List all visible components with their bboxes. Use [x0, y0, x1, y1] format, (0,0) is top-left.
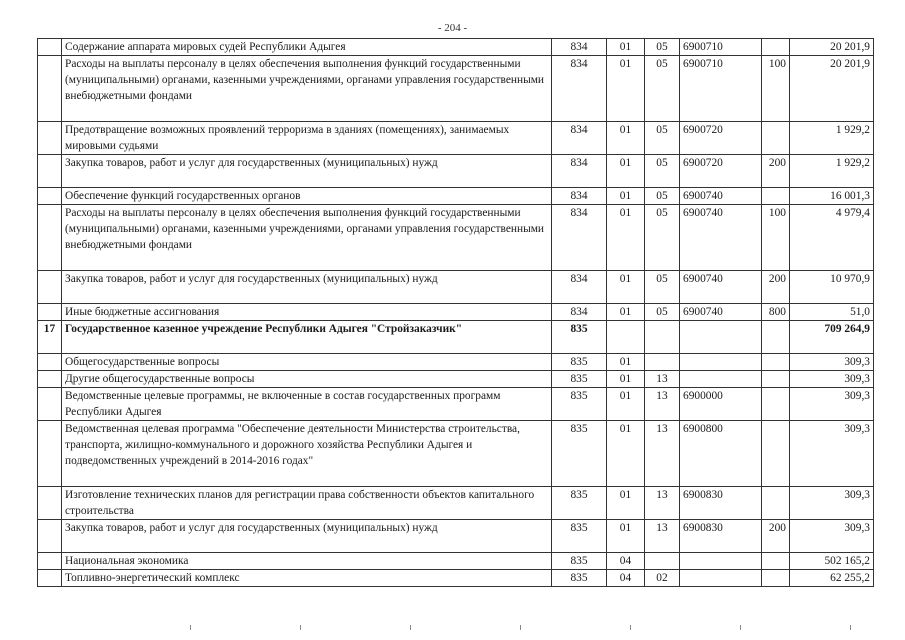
row-admin-code: 834	[552, 155, 607, 188]
row-number	[38, 371, 62, 388]
row-expense-type: 100	[762, 56, 790, 122]
row-expense-type: 200	[762, 155, 790, 188]
row-amount: 20 201,9	[790, 39, 874, 56]
row-name: Закупка товаров, работ и услуг для государственных (муниципальных) нужд	[62, 155, 552, 188]
budget-table-body	[38, 39, 874, 587]
row-name: Закупка товаров, работ и услуг для государственных (муниципальных) нужд	[62, 520, 552, 553]
table-row	[38, 388, 874, 421]
row-article: 6900000	[680, 388, 762, 421]
row-expense-type	[762, 354, 790, 371]
row-name: Изготовление технических планов для регистрации права собственности объектов капитального строительства	[62, 487, 552, 520]
row-section: 01	[607, 122, 645, 155]
row-expense-type: 200	[762, 520, 790, 553]
table-row	[38, 520, 874, 553]
table-row	[38, 271, 874, 304]
row-subsection: 05	[645, 205, 680, 271]
row-name: Национальная экономика	[62, 553, 552, 570]
row-name: Ведомственная целевая программа "Обеспечение деятельности Министерства строительства, транспорта, жилищно-коммунального и дорожного хозяйства Республики Адыгея и подведомственных учреждений в 2014-2016 годах"	[62, 421, 552, 487]
row-number	[38, 487, 62, 520]
row-amount: 309,3	[790, 371, 874, 388]
row-subsection	[645, 553, 680, 570]
edge-tick	[190, 625, 191, 630]
row-article	[680, 371, 762, 388]
row-subsection: 05	[645, 188, 680, 205]
row-article	[680, 570, 762, 587]
edge-tick	[300, 625, 301, 630]
row-section: 04	[607, 553, 645, 570]
row-admin-code: 834	[552, 205, 607, 271]
row-number	[38, 188, 62, 205]
row-subsection: 13	[645, 421, 680, 487]
row-section: 01	[607, 354, 645, 371]
row-name: Иные бюджетные ассигнования	[62, 304, 552, 321]
row-admin-code: 835	[552, 354, 607, 371]
row-admin-code: 835	[552, 487, 607, 520]
row-name: Ведомственные целевые программы, не включенные в состав государственных программ Республики Адыгея	[62, 388, 552, 421]
row-article: 6900800	[680, 421, 762, 487]
row-amount: 309,3	[790, 487, 874, 520]
row-number	[38, 354, 62, 371]
row-name: Расходы на выплаты персоналу в целях обеспечения выполнения функций государственными (муниципальными) органами, казенными учреждениями, органами управления государственными внебюджетными фондами	[62, 205, 552, 271]
row-number	[38, 304, 62, 321]
row-article	[680, 553, 762, 570]
row-article	[680, 354, 762, 371]
row-article: 6900740	[680, 205, 762, 271]
row-name: Общегосударственные вопросы	[62, 354, 552, 371]
row-amount: 62 255,2	[790, 570, 874, 587]
table-row	[38, 304, 874, 321]
row-amount: 20 201,9	[790, 56, 874, 122]
row-admin-code: 835	[552, 371, 607, 388]
row-admin-code: 835	[552, 553, 607, 570]
row-expense-type	[762, 188, 790, 205]
row-admin-code: 835	[552, 421, 607, 487]
table-row	[38, 487, 874, 520]
row-expense-type	[762, 553, 790, 570]
row-subsection: 05	[645, 39, 680, 56]
row-expense-type	[762, 421, 790, 487]
row-name: Другие общегосударственные вопросы	[62, 371, 552, 388]
row-article: 6900740	[680, 271, 762, 304]
table-row	[38, 56, 874, 122]
row-subsection: 13	[645, 371, 680, 388]
row-name: Обеспечение функций государственных органов	[62, 188, 552, 205]
row-number	[38, 553, 62, 570]
row-subsection: 02	[645, 570, 680, 587]
row-number	[38, 421, 62, 487]
row-expense-type	[762, 371, 790, 388]
row-section: 01	[607, 56, 645, 122]
row-amount: 309,3	[790, 421, 874, 487]
table-row	[38, 205, 874, 271]
row-expense-type: 100	[762, 205, 790, 271]
row-amount: 309,3	[790, 388, 874, 421]
row-admin-code: 834	[552, 188, 607, 205]
table-row	[38, 354, 874, 371]
row-number	[38, 205, 62, 271]
row-subsection: 13	[645, 520, 680, 553]
page-number: - 204 -	[437, 22, 468, 34]
row-number	[38, 122, 62, 155]
row-section: 01	[607, 520, 645, 553]
table-row	[38, 371, 874, 388]
row-expense-type	[762, 487, 790, 520]
table-row	[38, 321, 874, 354]
row-article: 6900720	[680, 155, 762, 188]
row-number: 17	[38, 321, 62, 354]
row-amount: 309,3	[790, 354, 874, 371]
table-row	[38, 122, 874, 155]
row-amount: 51,0	[790, 304, 874, 321]
row-admin-code: 834	[552, 122, 607, 155]
row-number	[38, 39, 62, 56]
row-expense-type	[762, 122, 790, 155]
row-amount: 502 165,2	[790, 553, 874, 570]
row-section: 01	[607, 371, 645, 388]
row-subsection	[645, 321, 680, 354]
row-name: Государственное казенное учреждение Республики Адыгея "Стройзаказчик"	[62, 321, 552, 354]
row-admin-code: 834	[552, 39, 607, 56]
row-admin-code: 834	[552, 271, 607, 304]
row-subsection: 05	[645, 271, 680, 304]
page-bottom-edge	[0, 625, 905, 631]
row-section: 01	[607, 39, 645, 56]
row-amount: 1 929,2	[790, 122, 874, 155]
edge-tick	[740, 625, 741, 630]
row-section: 01	[607, 155, 645, 188]
row-subsection: 05	[645, 155, 680, 188]
row-section: 01	[607, 188, 645, 205]
row-name: Топливно-энергетический комплекс	[62, 570, 552, 587]
table-row	[38, 553, 874, 570]
row-admin-code: 835	[552, 321, 607, 354]
row-expense-type	[762, 321, 790, 354]
row-subsection: 13	[645, 388, 680, 421]
row-section	[607, 321, 645, 354]
row-number	[38, 155, 62, 188]
edge-tick	[850, 625, 851, 630]
row-section: 01	[607, 271, 645, 304]
row-name: Предотвращение возможных проявлений терроризма в зданиях (помещениях), занимаемых мировыми судьями	[62, 122, 552, 155]
row-expense-type	[762, 39, 790, 56]
row-section: 01	[607, 388, 645, 421]
table-row	[38, 39, 874, 56]
row-expense-type: 800	[762, 304, 790, 321]
row-article: 6900710	[680, 39, 762, 56]
row-admin-code: 835	[552, 570, 607, 587]
table-row	[38, 421, 874, 487]
row-admin-code: 834	[552, 56, 607, 122]
budget-table	[37, 38, 874, 587]
row-article: 6900720	[680, 122, 762, 155]
table-row	[38, 155, 874, 188]
row-section: 01	[607, 304, 645, 321]
edge-tick	[520, 625, 521, 630]
row-subsection: 13	[645, 487, 680, 520]
row-amount: 4 979,4	[790, 205, 874, 271]
edge-tick	[410, 625, 411, 630]
row-subsection: 05	[645, 56, 680, 122]
row-number	[38, 388, 62, 421]
row-name: Содержание аппарата мировых судей Республики Адыгея	[62, 39, 552, 56]
row-number	[38, 56, 62, 122]
row-name: Закупка товаров, работ и услуг для государственных (муниципальных) нужд	[62, 271, 552, 304]
row-amount: 16 001,3	[790, 188, 874, 205]
row-number	[38, 520, 62, 553]
table-row	[38, 570, 874, 587]
edge-tick	[630, 625, 631, 630]
row-article: 6900740	[680, 188, 762, 205]
row-section: 04	[607, 570, 645, 587]
row-amount: 1 929,2	[790, 155, 874, 188]
row-admin-code: 834	[552, 304, 607, 321]
row-expense-type: 200	[762, 271, 790, 304]
row-number	[38, 570, 62, 587]
row-subsection: 05	[645, 122, 680, 155]
row-name: Расходы на выплаты персоналу в целях обеспечения выполнения функций государственными (муниципальными) органами, казенными учреждениями, органами управления государственными внебюджетными фондами	[62, 56, 552, 122]
row-section: 01	[607, 205, 645, 271]
row-subsection: 05	[645, 304, 680, 321]
row-admin-code: 835	[552, 388, 607, 421]
row-section: 01	[607, 487, 645, 520]
row-admin-code: 835	[552, 520, 607, 553]
row-article: 6900830	[680, 520, 762, 553]
row-article: 6900830	[680, 487, 762, 520]
row-amount: 709 264,9	[790, 321, 874, 354]
row-expense-type	[762, 388, 790, 421]
row-subsection	[645, 354, 680, 371]
row-number	[38, 271, 62, 304]
row-article	[680, 321, 762, 354]
row-expense-type	[762, 570, 790, 587]
row-section: 01	[607, 421, 645, 487]
row-article: 6900710	[680, 56, 762, 122]
table-row	[38, 188, 874, 205]
row-amount: 309,3	[790, 520, 874, 553]
row-article: 6900740	[680, 304, 762, 321]
row-amount: 10 970,9	[790, 271, 874, 304]
